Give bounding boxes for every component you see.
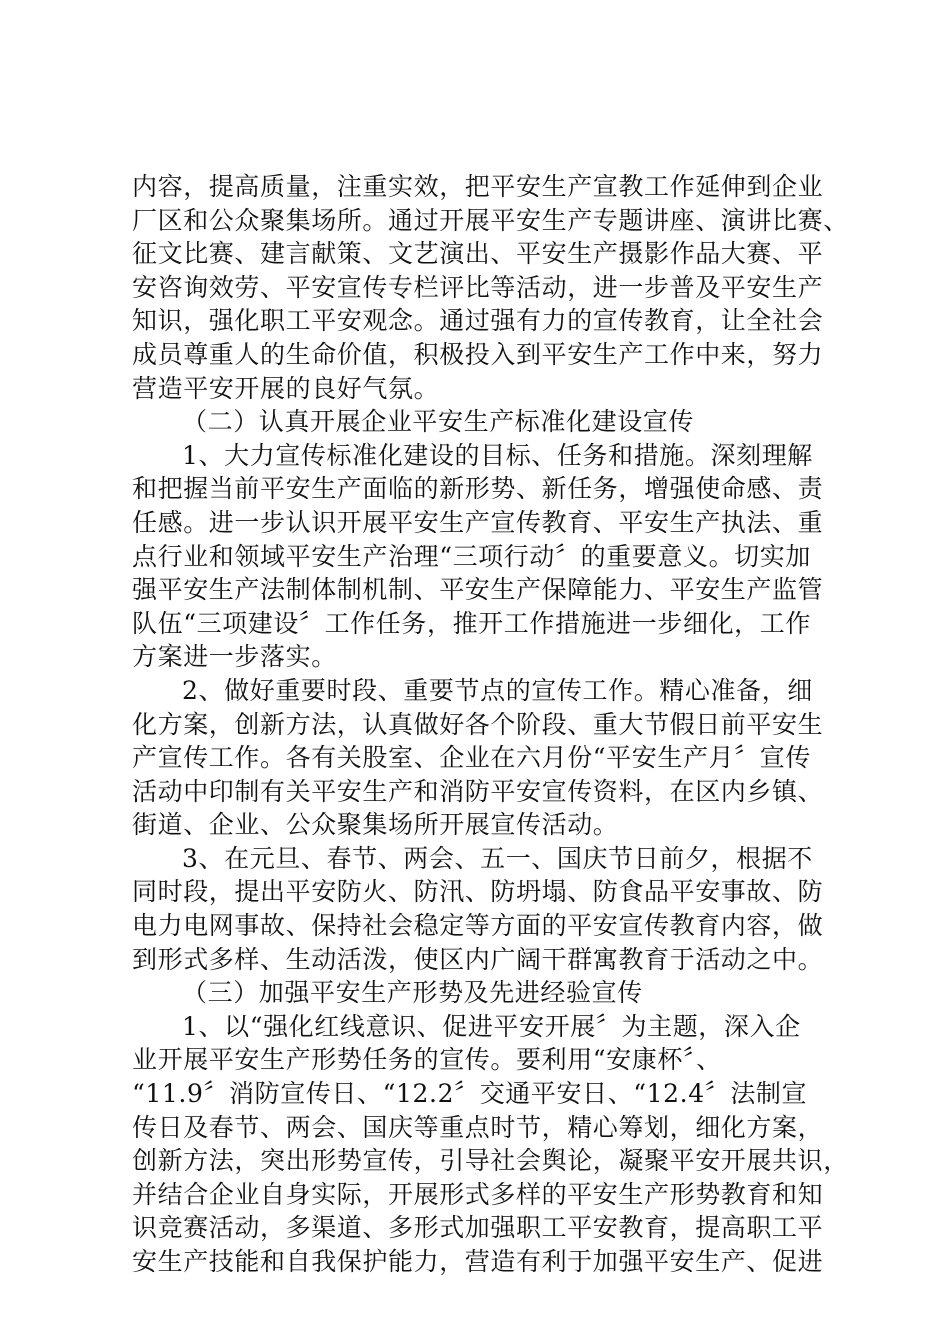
text-line: 方案进一步落实。 [132, 642, 337, 672]
paragraph-start-line: 2、做好重要时段、重要节点的宣传工作。精心准备，细 [182, 675, 813, 705]
text-line: 点行业和领域平安生产治理“三项行动〞的重要意义。切实加 [132, 541, 811, 571]
text-line: 安生产技能和自我保护能力，营造有利于加强平安生产、促进 [132, 1247, 824, 1276]
text-line: 营造平安开展的良好气氛。 [132, 373, 440, 403]
text-line: 电力电网事故、保持社会稳定等方面的平安宣传教育内容，做 [132, 911, 824, 941]
paragraph-start-line: 1、以“强化红线意识、促进平安开展〞为主题，深入企 [182, 1011, 801, 1041]
text-line: 活动中印制有关平安生产和消防平安宣传资料，在区内乡镇、 [132, 776, 824, 806]
text-line: 队伍“三项建设〞工作任务，推开工作措施进一步细化，工作 [132, 608, 811, 638]
text-line: 业开展平安生产形势任务的宣传。要利用“安康杯〞、 [132, 1045, 722, 1075]
text-line: 到形式多样、生动活泼，使区内广阔干群寓教育于活动之中。 [132, 944, 824, 974]
text-line: 创新方法，突出形势宣传，引导社会舆论，凝聚平安开展共识， [132, 1146, 849, 1176]
paragraph-start-line: （二）认真开展企业平安生产标准化建设宣传 [182, 407, 695, 437]
text-line: 街道、企业、公众聚集场所开展宣传活动。 [132, 810, 619, 840]
text-line: 任感。进一步认识开展平安生产宣传教育、平安生产执法、重 [132, 507, 824, 537]
paragraph-start-line: （三）加强平安生产形势及先进经验宣传 [182, 978, 643, 1008]
text-line: 内容，提高质量，注重实效，把平安生产宣教工作延伸到企业 [132, 172, 824, 201]
text-line: 知识，强化职工平安观念。通过强有力的宣传教育，让全社会 [132, 306, 824, 336]
text-line: 识竞赛活动，多渠道、多形式加强职工平安教育，提高职工平 [132, 1213, 824, 1243]
paragraph-start-line: 3、在元旦、春节、两会、五一、国庆节日前夕，根据不 [182, 843, 813, 873]
text-line: 成员尊重人的生命价值，积极投入到平安生产工作中来，努力 [132, 339, 824, 369]
text-line: 安咨询效劳、平安宣传专栏评比等活动，进一步普及平安生产 [132, 272, 824, 302]
text-line: 厂区和公众聚集场所。通过开展平安生产专题讲座、演讲比赛、 [132, 205, 849, 235]
text-line: “11.9〞消防宣传日、“12.2〞交通平安日、“12.4〞法制宣 [132, 1079, 808, 1109]
text-line: 传日及春节、两会、国庆等重点时节，精心筹划，细化方案， [132, 1112, 824, 1142]
text-line: 强平安生产法制体制机制、平安生产保障能力、平安生产监管 [132, 575, 824, 605]
text-line: 征文比赛、建言献策、文艺演出、平安生产摄影作品大赛、平 [132, 239, 824, 269]
document-body [132, 170, 849, 1279]
text-line: 并结合企业自身实际，开展形式多样的平安生产形势教育和知 [132, 1179, 824, 1209]
text-line: 产宣传工作。各有关股室、企业在六月份“平安生产月〞宣传 [132, 743, 811, 773]
paragraph-start-line: 1、大力宣传标准化建设的目标、任务和措施。深刻理解 [182, 440, 813, 470]
text-line: 化方案，创新方法，认真做好各个阶段、重大节假日前平安生 [132, 709, 824, 739]
text-line: 和把握当前平安生产面临的新形势、新任务，增强使命感、责 [132, 474, 824, 504]
text-line: 同时段，提出平安防火、防汛、防坍塌、防食品平安事故、防 [132, 877, 824, 907]
